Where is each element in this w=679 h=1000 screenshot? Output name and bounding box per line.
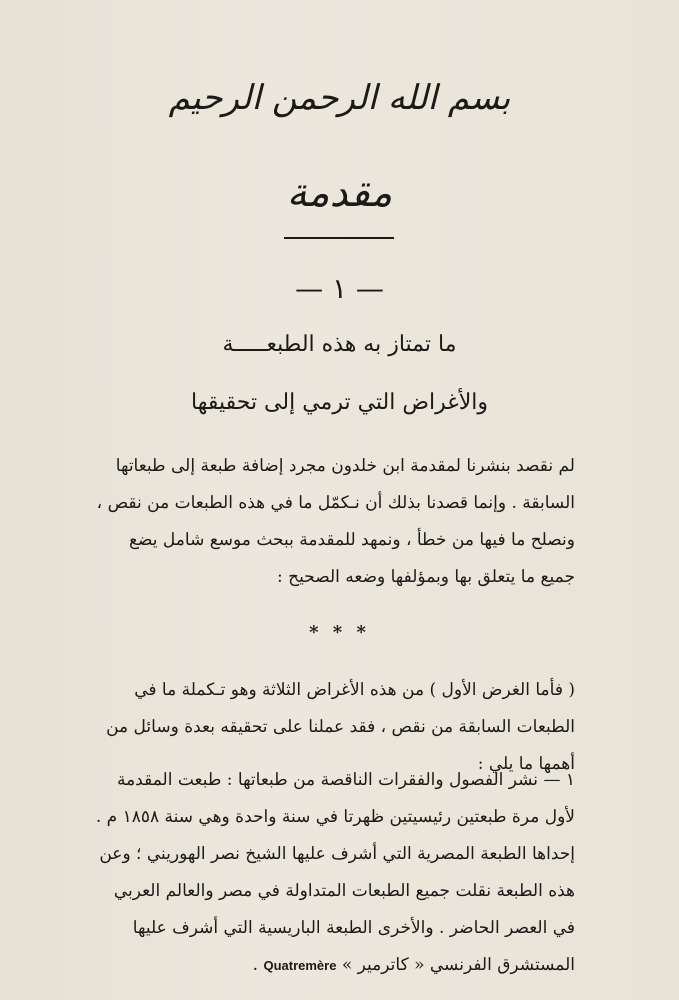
section-number: — ١ — [295, 272, 384, 305]
latin-name: Quatremère [263, 958, 337, 973]
page-title: مقدمة [286, 170, 393, 216]
paragraph-point-1-text: ١ — نشر الفصول والفقرات الناقصة من طبعاتها : طبعت المقدمة لأول مرة طبعتين رئيسيتين ظهرتا في سنة واحدة وهي سنة ١٨٥٨ م . إحداها الطبعة المصرية التي أشرف عليها الشيخ نصر الهوريني ؛ وعن هذه الطبعة نقلت جميع الطبعات المتداولة في مصر والعالم العربي في العصر الحاضر . والأخرى الطبعة الباريسية التي أشرف عليها المستشرق الفرنسي « كاترمير » [95, 770, 575, 975]
paragraph-first-purpose: ( فأما الغرض الأول ) من هذه الأغراض الثلاثة وهو تـكملة ما في الطبعات السابقة من نقص ، فقد عملنا على تحقيقه بعدة وسائل من أهمها ما يلي : [106, 680, 575, 774]
paragraph-intro: لم نقصد بنشرنا لمقدمة ابن خلدون مجرد إضافة طبعة إلى طبعاتها السابقة . وإنما قصدنا بذلك أن نـكمّل ما في هذه الطبعات من نقص ، ونصلح ما فيها من خطأ ، ونمهد للمقدمة ببحث موسع شامل يضع جميع ما يتعلق بها وبمؤلفها وضعه الصحيح : [96, 456, 575, 587]
basmala-heading: بسم الله الرحمن الرحيم [168, 78, 511, 118]
paragraph-point-1 [95, 762, 575, 984]
section-subtitle-2: والأغراض التي ترمي إلى تحقيقها [191, 390, 488, 415]
paragraph-point-1-end: . [252, 955, 259, 975]
title-divider [284, 237, 394, 239]
section-separator: * * * [309, 622, 370, 643]
section-subtitle-1: ما تمتاز به هذه الطبعـــــة [222, 332, 457, 357]
